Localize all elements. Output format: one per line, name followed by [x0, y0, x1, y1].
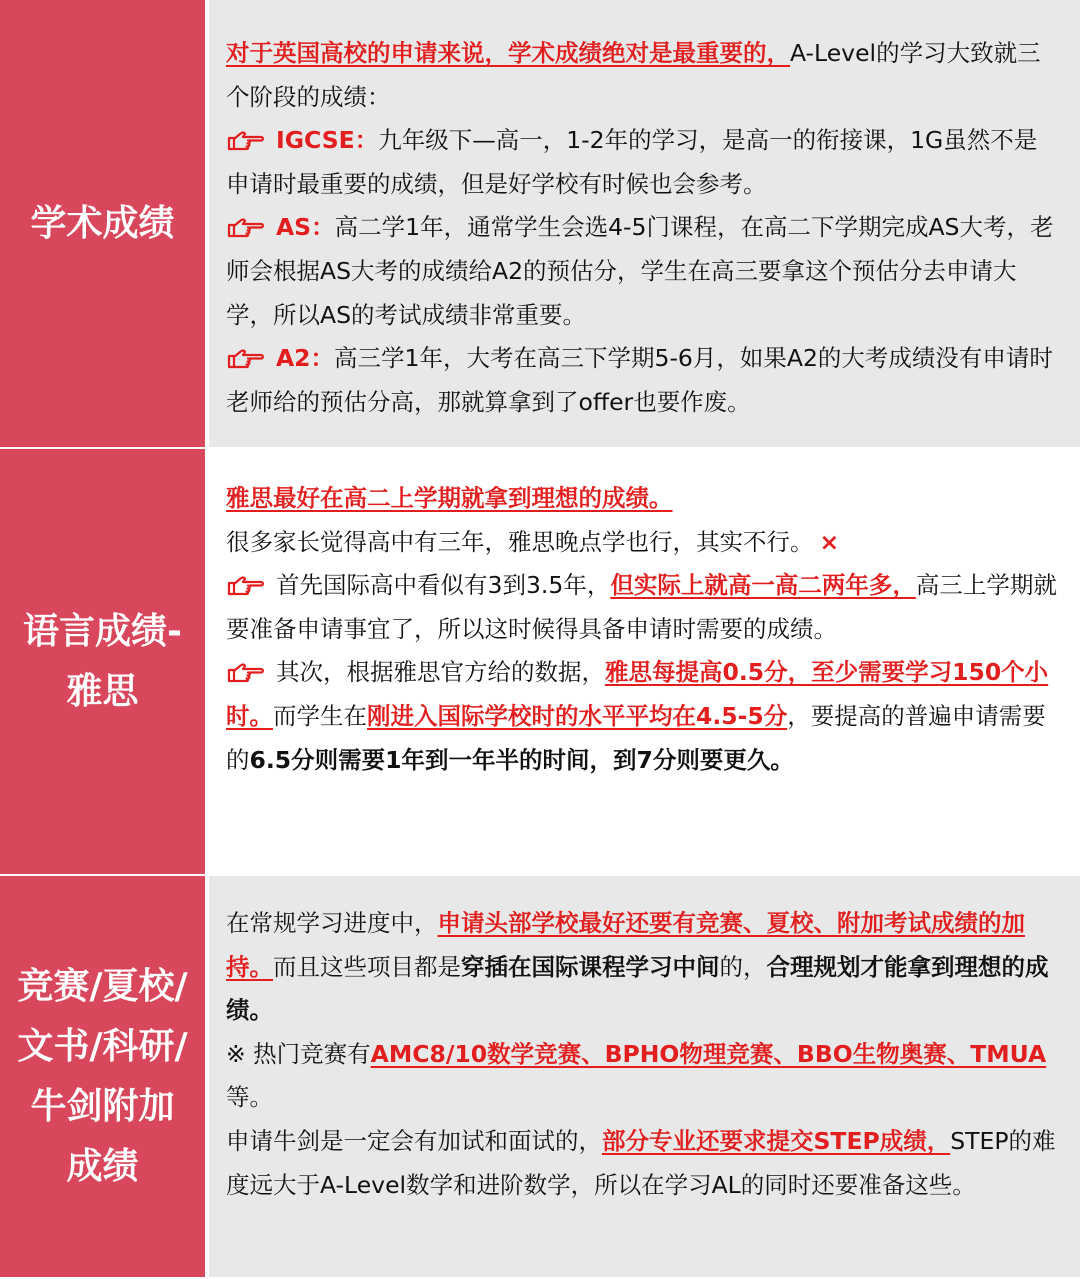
item-key: A2：	[276, 344, 335, 373]
point-text: ，要提高的普遍申请需要的	[226, 701, 1046, 774]
intro-emphasis: 对于英国高校的申请来说，学术成绩绝对是最重要的，	[226, 39, 790, 67]
misconception-text: 很多家长觉得高中有三年，雅思晚点学也行，其实不行。	[226, 527, 814, 556]
pointing-hand-icon	[226, 129, 266, 151]
point-emphasis: 雅思每提高0.5分，至少需要学习150个小时。	[226, 658, 1049, 730]
competition-list: AMC8/10数学竞赛、BPHO物理竞赛、BBO生物奥赛、TMUA	[370, 1039, 1047, 1068]
intro-text: 在常规学习进度中，	[226, 909, 438, 937]
row-label-language: 语言成绩-雅思	[0, 449, 207, 874]
ielts-point-1	[226, 564, 1058, 651]
row-academic	[0, 0, 1080, 449]
point-emphasis: 刚进入国际学校时的水平平均在4.5-5分	[367, 701, 788, 730]
item-text: 九年级下—高一，1-2年的学习，是高一的衔接课，1G虽然不是申请时最重要的成绩，但是好学校有时候也会参考。	[226, 126, 1038, 198]
point-text: 其次，根据雅思官方给的数据，	[276, 658, 605, 687]
intro-text: 的，	[719, 952, 767, 981]
note-text: ※ 热门竞赛有	[226, 1039, 371, 1068]
pointing-hand-icon	[226, 216, 266, 238]
note-text: 等。	[226, 1083, 273, 1112]
pointing-hand-icon	[226, 661, 266, 683]
intro-bold: 穿插在国际课程学习中间	[461, 952, 720, 981]
row-competitions	[0, 876, 1080, 1279]
ielts-misconception	[226, 521, 1058, 565]
pointing-hand-icon	[226, 347, 266, 369]
note-text: STEP的难度远大于A-Level数学和进阶数学，所以在学习AL的同时还要准备这些。	[226, 1126, 1056, 1199]
intro-text: A-Level的学习大致就三个阶段的成绩：	[226, 39, 1041, 111]
row-language	[0, 449, 1080, 876]
point-text: 首先国际高中看似有3到3.5年，	[276, 571, 611, 600]
item-text: 高二学1年，通常学生会选4-5门课程，在高二下学期完成AS大考，老师会根据AS大考的成绩给A2的预估分，学生在高三要拿这个预估分去申请大学，所以AS的考试成绩非常重要。	[226, 213, 1054, 329]
item-key: IGCSE：	[276, 126, 379, 155]
row-content-academic	[209, 0, 1080, 447]
headline-emphasis: 雅思最好在高二上学期就拿到理想的成绩。	[226, 484, 673, 512]
row-label-competitions: 竞赛/夏校/文书/科研/牛剑附加成绩	[0, 876, 207, 1277]
competition-intro	[226, 902, 1058, 1033]
point-bold: 6.5分则需要1年到一年半的时间，到7分则要更久。	[249, 745, 794, 774]
intro-bold: 合理规划才能拿到理想的成绩。	[226, 952, 1049, 1025]
cross-icon: ×	[819, 527, 840, 556]
oxbridge-note	[226, 1120, 1058, 1207]
item-text: 高三学1年，大考在高三下学期5-6月，如果A2的大考成绩没有申请时老师给的预估分高，那就算拿到了offer也要作废。	[226, 344, 1053, 416]
ielts-point-2	[226, 651, 1058, 782]
row-label-academic: 学术成绩	[0, 0, 207, 447]
row-content-competitions	[209, 876, 1080, 1277]
point-text: 而学生在	[273, 701, 367, 730]
intro-emphasis: 申请头部学校最好还要有竞赛、夏校、附加考试成绩的加持。	[226, 909, 1025, 981]
row-content-language	[209, 449, 1080, 874]
note-emphasis: 部分专业还要求提交STEP成绩，	[602, 1126, 951, 1155]
item-a2	[226, 337, 1058, 424]
item-igcse	[226, 119, 1058, 206]
ielts-headline	[226, 477, 1058, 521]
item-as	[226, 206, 1058, 337]
intro-text: 而且这些项目都是	[273, 952, 461, 981]
hot-competitions	[226, 1033, 1058, 1120]
point-text: 高三上学期就要准备申请事宜了，所以这时候得具备申请时需要的成绩。	[226, 571, 1057, 643]
item-key: AS：	[276, 213, 335, 242]
intro-paragraph	[226, 32, 1058, 119]
note-text: 申请牛剑是一定会有加试和面试的，	[226, 1126, 602, 1155]
pointing-hand-icon	[226, 574, 266, 596]
point-emphasis: 但实际上就高一高二两年多，	[610, 571, 916, 600]
